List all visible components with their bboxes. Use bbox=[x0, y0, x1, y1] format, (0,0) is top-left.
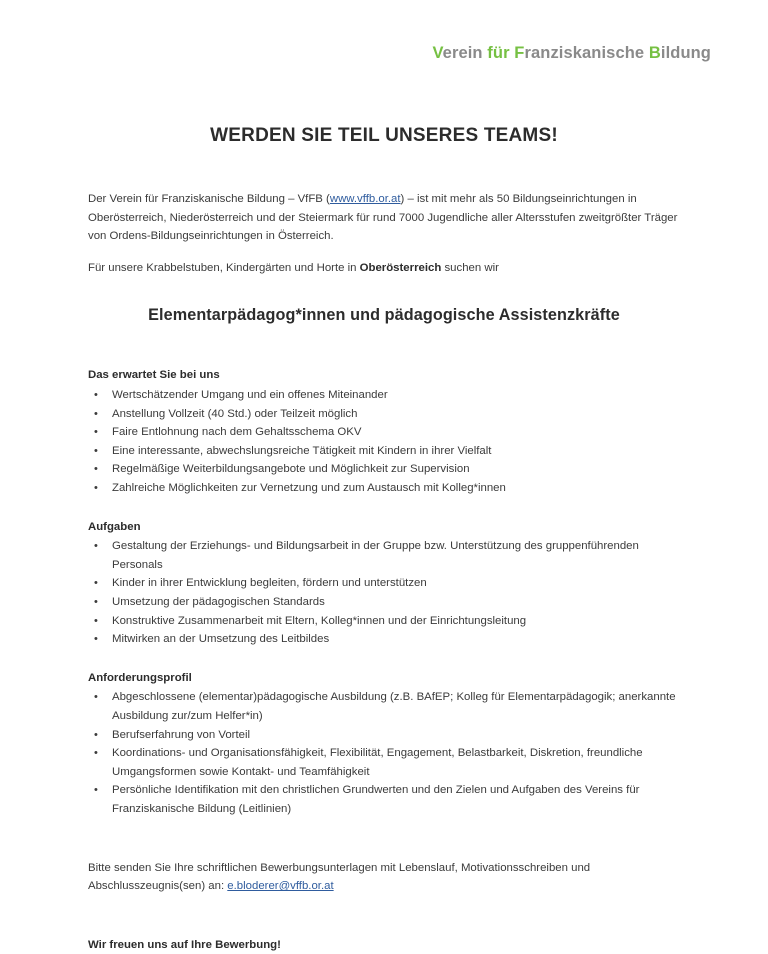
list-item: • Persönliche Identifikation mit den christlichen Grundwerten und den Zielen und Aufgaben des Vereins für Franziskanische Bildung (Leitlinien) bbox=[88, 781, 680, 818]
spacer bbox=[88, 819, 680, 859]
list-item: • Zahlreiche Möglichkeiten zur Vernetzung und zum Austausch mit Kolleg*innen bbox=[88, 479, 680, 498]
intro-text-after-link: ) – ist mit mehr als 50 Bildungseinrichtungen in Oberösterreich, Niederösterreich und der Steiermark für rund 7000 Jugendliche aller Altersstufen zweitgrößter Träger von Ordens-Bildungseinrichtungen in Österreich. bbox=[88, 193, 678, 243]
letterhead-part-5: ranziskanische bbox=[524, 44, 649, 62]
list-item: • Umsetzung der pädagogischen Standards bbox=[88, 593, 680, 612]
section-heading: Aufgaben bbox=[88, 520, 141, 533]
section-anforderungsprofil bbox=[88, 669, 680, 819]
list-item: • Gestaltung der Erziehungs- und Bildungsarbeit in der Gruppe bzw. Unterstützung des gruppenführenden Personals bbox=[88, 537, 680, 574]
list-item: • Koordinations- und Organisationsfähigkeit, Flexibilität, Engagement, Belastbarkeit, Diskretion, freundliche Umgangsformen sowie Kontakt- und Teamfähigkeit bbox=[88, 744, 680, 781]
letterhead-part-4: F bbox=[514, 44, 525, 62]
list-item: • Konstruktive Zusammenarbeit mit Eltern, Kolleg*innen und der Einrichtungsleitung bbox=[88, 612, 680, 631]
email-link[interactable]: e.bloderer@vffb.or.at bbox=[227, 880, 334, 893]
list-item: • Abgeschlossene (elementar)pädagogische Ausbildung (z.B. BAfEP; Kolleg für Elementarpädagogik; anerkannte Ausbildung zur/zum Helfer*in) bbox=[88, 688, 680, 725]
job-title: Elementarpädagog*innen und pädagogische Assistenzkräfte bbox=[148, 306, 620, 325]
letterhead-part-0: V bbox=[432, 44, 443, 62]
letterhead-part-2: für bbox=[487, 44, 510, 62]
closing-paragraph bbox=[88, 859, 680, 896]
lead-region-bold: Oberösterreich bbox=[359, 261, 442, 274]
section-bullet-list bbox=[88, 537, 680, 649]
letterhead-part-7: ildung bbox=[660, 44, 711, 62]
organization-letterhead bbox=[432, 44, 711, 64]
document-body bbox=[88, 190, 680, 954]
letterhead-part-1: erein bbox=[442, 44, 488, 62]
spacer bbox=[88, 326, 680, 366]
website-link[interactable]: www.vffb.or.at bbox=[329, 193, 401, 205]
list-item: • Wertschätzender Umgang und ein offenes Miteinander bbox=[88, 386, 680, 405]
spacer bbox=[88, 498, 680, 518]
list-item: • Mitwirken an der Umsetzung des Leitbildes bbox=[88, 630, 680, 649]
spacer bbox=[88, 246, 680, 259]
section-heading: Anforderungsprofil bbox=[88, 671, 192, 684]
section-das-erwartet-sie-bei-uns bbox=[88, 366, 680, 497]
letterhead-part-6: B bbox=[648, 44, 661, 62]
lead-text-before-bold: Für unsere Krabbelstuben, Kindergärten und Horte in bbox=[88, 261, 360, 274]
section-bullet-list bbox=[88, 386, 680, 498]
spacer bbox=[88, 649, 680, 669]
closing-salutation: Wir freuen uns auf Ihre Bewerbung! bbox=[88, 938, 281, 951]
section-bullet-list bbox=[88, 688, 680, 818]
spacer bbox=[88, 277, 680, 305]
list-item: • Kinder in ihrer Entwicklung begleiten, fördern und unterstützen bbox=[88, 574, 680, 593]
closing-text: Bitte senden Sie Ihre schriftlichen Bewerbungsunterlagen mit Lebenslauf, Motivationsschreiben und Abschlusszeugnis(sen) an: bbox=[88, 861, 591, 893]
spacer bbox=[88, 896, 680, 936]
lead-paragraph bbox=[88, 259, 680, 278]
section-aufgaben bbox=[88, 518, 680, 649]
intro-paragraph bbox=[88, 190, 680, 246]
list-item: • Anstellung Vollzeit (40 Std.) oder Teilzeit möglich bbox=[88, 405, 680, 424]
section-heading: Das erwartet Sie bei uns bbox=[88, 369, 220, 382]
lead-text-after-bold: suchen wir bbox=[441, 261, 499, 274]
list-item: • Faire Entlohnung nach dem Gehaltsschema OKV bbox=[88, 423, 680, 442]
intro-text-before-link: Der Verein für Franziskanische Bildung – VfFB ( bbox=[88, 193, 330, 205]
list-item: • Regelmäßige Weiterbildungsangebote und Möglichkeit zur Supervision bbox=[88, 460, 680, 479]
list-item: • Berufserfahrung von Vorteil bbox=[88, 726, 680, 745]
list-item: • Eine interessante, abwechslungsreiche Tätigkeit mit Kindern in ihrer Vielfalt bbox=[88, 442, 680, 461]
page-title: WERDEN SIE TEIL UNSERES TEAMS! bbox=[210, 125, 558, 146]
